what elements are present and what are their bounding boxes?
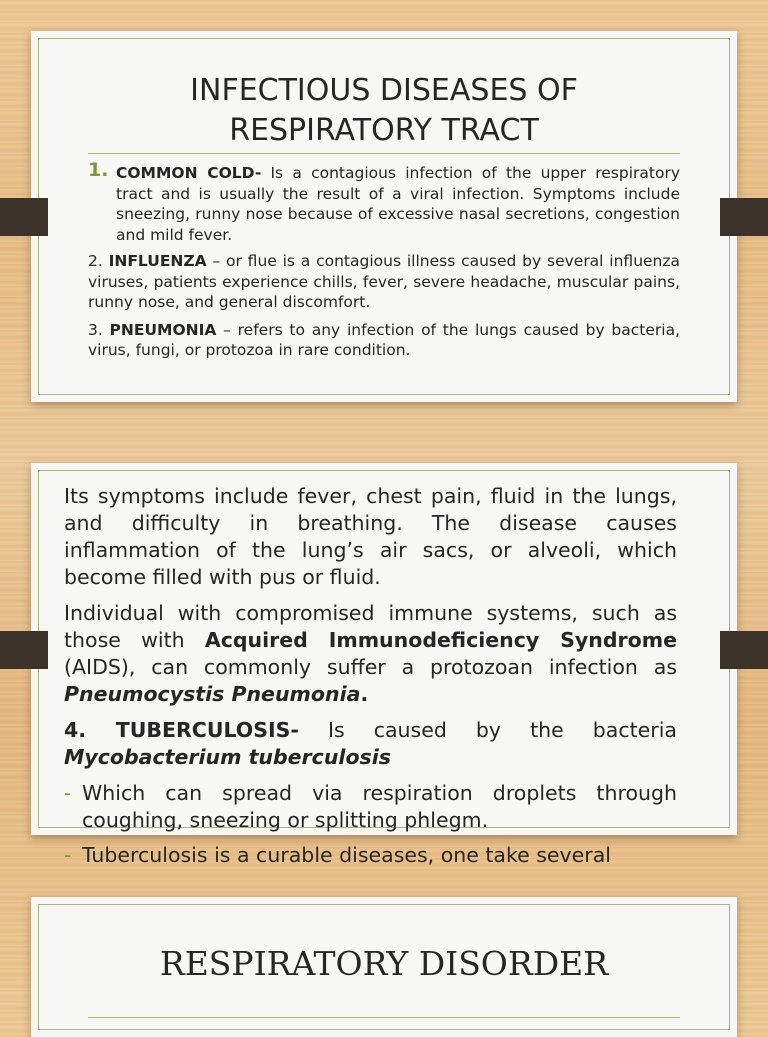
slide-title xyxy=(51,71,717,151)
pneumonia-description: – refers to any infection of the lungs caused by bacteria, virus, fungi, or protozoa in rare condition. xyxy=(88,320,680,359)
slide-body xyxy=(88,159,681,368)
bullet-curable xyxy=(64,842,677,869)
influenza-description: – or flue is a contagious illness caused by several influenza viruses, patients experience chills, fever, severe headache, muscular pains, runny nose, and general discomfort. xyxy=(88,252,681,311)
term-pneumocystis: Pneumocystis Pneumonia xyxy=(64,682,361,706)
paragraph-influenza xyxy=(88,251,680,313)
binder-tab-right xyxy=(720,631,768,669)
title-line-2: RESPIRATORY TRACT xyxy=(229,113,539,148)
slide-title: RESPIRATORY DISORDER xyxy=(159,944,609,983)
binder-tab-left xyxy=(0,198,48,236)
slide-pneumonia-tuberculosis xyxy=(31,463,737,867)
term-influenza: INFLUENZA xyxy=(108,252,207,270)
term-pneumonia: PNEUMONIA xyxy=(109,320,217,339)
bullet-marker: - xyxy=(64,843,72,867)
title-line-1: INFECTIOUS DISEASES OF xyxy=(190,73,578,108)
list-number: 3. xyxy=(88,320,110,339)
binder-tab-right xyxy=(720,198,768,236)
bullet-spread-text: Which can spread via respiration droplets through coughing, sneezing or splitting phlegm. xyxy=(82,781,677,832)
bullet-spread xyxy=(64,780,677,834)
slide-infectious-diseases xyxy=(31,31,737,402)
term-common-cold: COMMON COLD- xyxy=(116,164,262,182)
term-aids: Acquired Immunodeficiency Syndrome xyxy=(204,628,678,652)
list-number: 1. xyxy=(88,159,109,181)
immune-text-e: . xyxy=(360,682,369,706)
title-divider xyxy=(88,1017,680,1018)
slide-respiratory-disorder xyxy=(31,897,737,1037)
binder-tab-left xyxy=(0,631,48,669)
bullet-curable-text: Tuberculosis is a curable diseases, one take several xyxy=(82,843,611,867)
paragraph-pneumonia xyxy=(88,320,680,361)
immune-text-a: Individual with compromised immune systems, such as those with xyxy=(64,601,677,652)
common-cold-description: Is a contagious infection of the upper respiratory tract and is usually the result of a viral infection. Symptoms include sneezing, runny nose because of excessive nasal secretions, congestion and mild fever. xyxy=(116,164,680,244)
bullet-marker: - xyxy=(64,781,72,805)
paragraph-tuberculosis xyxy=(64,717,677,771)
tuberculosis-text: Is caused by the bacteria xyxy=(298,718,677,742)
slide-body xyxy=(64,483,677,877)
immune-text-c: (AIDS), can commonly suffer a protozoan infection as xyxy=(64,655,677,679)
paragraph-symptoms: Its symptoms include fever, chest pain, fluid in the lungs, and difficulty in breathing. The disease causes inflammation of the lung’s air sacs, or alveoli, which become filled with pus or fluid. xyxy=(64,484,677,589)
list-number: 2. xyxy=(88,252,109,270)
title-divider xyxy=(88,153,680,154)
paragraph-immune xyxy=(64,600,677,708)
term-tuberculosis: 4. TUBERCULOSIS- xyxy=(64,718,299,742)
term-mycobacterium: Mycobacterium tuberculosis xyxy=(64,745,391,769)
list-item-common-cold xyxy=(88,159,680,245)
